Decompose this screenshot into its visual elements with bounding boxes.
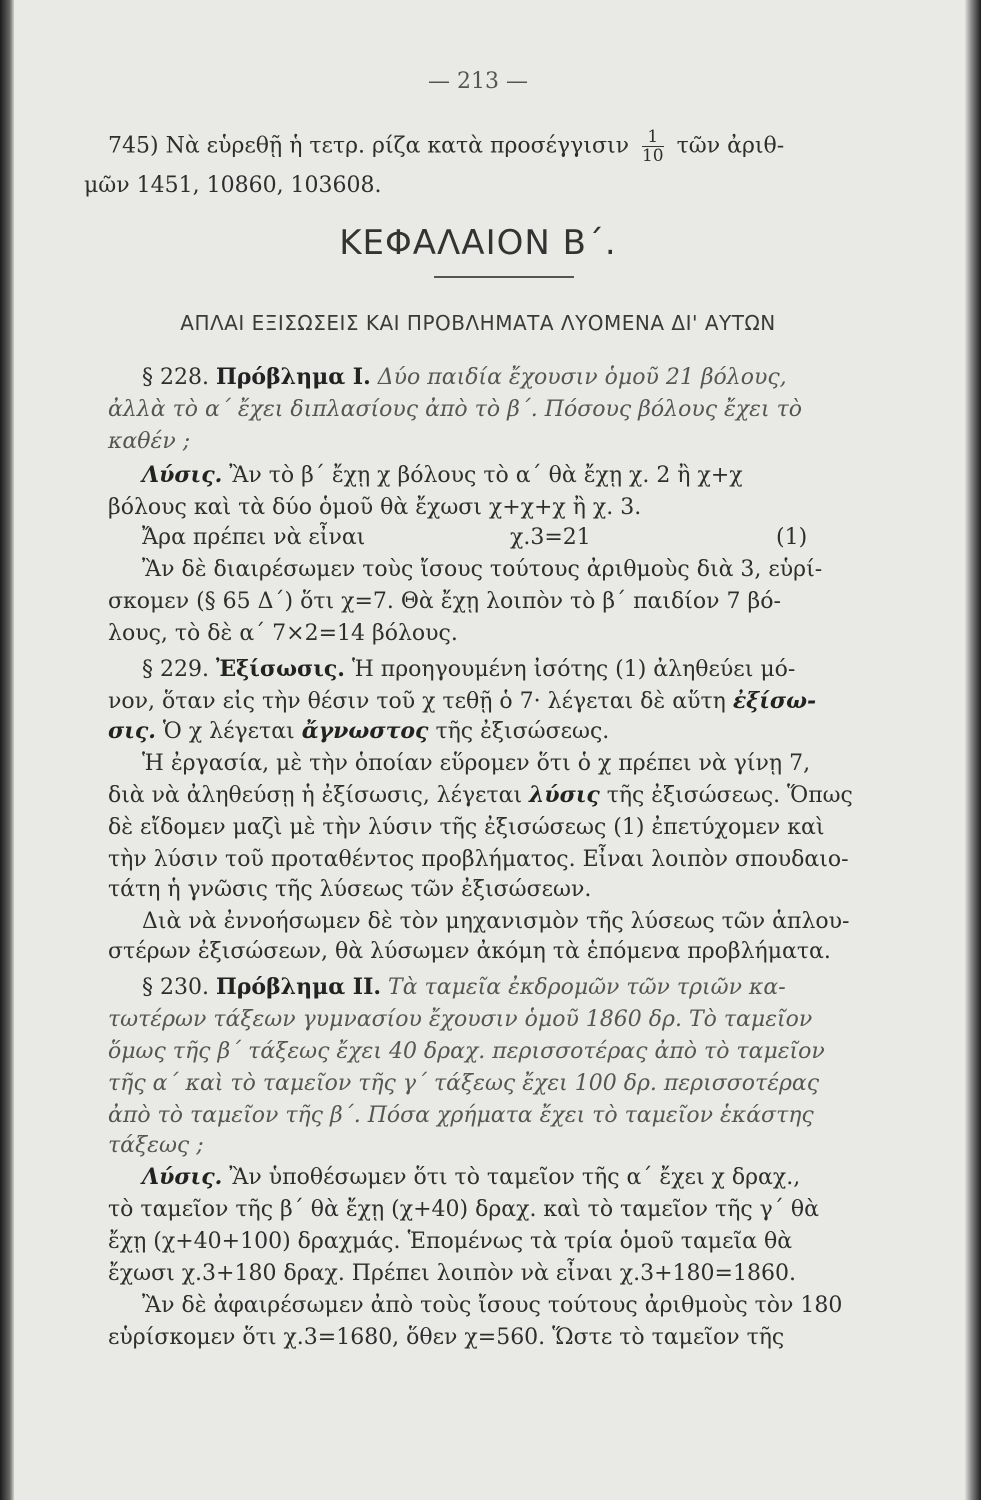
fraction-numerator: 1 — [642, 128, 664, 147]
paragraph-text: νον, ὅταν εἰς τὴν θέσιν τοῦ χ τεθῇ ὁ 7· λέγεται δὲ αὕτη — [108, 689, 726, 714]
section-number: § 230. — [142, 975, 209, 1000]
section-heading: Ἐξίσωσις. — [215, 656, 345, 682]
exercise-text: 745) Νὰ εὑρεθῇ ἡ τετρ. ρίζα κατὰ προσέγγισιν — [108, 133, 629, 159]
s228-equation-line — [142, 522, 365, 553]
problem-text: Τὰ ταμεῖα ἐκδρομῶν τῶν τριῶν κα- — [388, 975, 786, 1000]
s229-line-3 — [108, 716, 609, 747]
problem-text: τάξεως ; — [108, 1133, 204, 1158]
s228-solution-line-1 — [142, 460, 743, 491]
s230-line-2 — [108, 1004, 812, 1035]
paragraph-text: τῆς ἐξισώσεως. Ὅπως — [606, 783, 853, 808]
page-edge-shadow — [965, 0, 981, 1500]
problem-text: τῆς α΄ καὶ τὸ ταμεῖον τῆς γ΄ τάξεως ἔχει 100 δρ. περισσοτέρας — [108, 1071, 820, 1096]
s230-solution-line-1 — [142, 1162, 800, 1193]
chapter-subtitle: ΑΠΛΑΙ ΕΞΙΣΩΣΕΙΣ ΚΑΙ ΠΡΟΒΛΗΜΑΤΑ ΛΥΟΜΕΝΑ ΔΙ' ΑΥΤΩΝ — [180, 311, 776, 335]
s228-solution-line-2: βόλους καὶ τὰ δύο ὁμοῦ θὰ ἔχωσι χ+χ+χ ἢ χ. 3. — [108, 495, 642, 520]
solution-text: Ἂν ὑποθέσωμεν ὅτι τὸ ταμεῖον τῆς α΄ ἔχει χ δραχ., — [229, 1165, 801, 1190]
s228-solution-line-4: Ἂν δὲ διαιρέσωμεν τοὺς ἴσους τούτους ἀριθμοὺς διὰ 3, εὑρί- — [142, 557, 823, 582]
section-heading: Πρόβλημα ΙΙ. — [215, 974, 382, 1000]
term-equation: σις. — [108, 718, 156, 744]
s228-line-2 — [108, 394, 802, 425]
exercise-745-line-2: μῶν 1451, 10860, 103608. — [84, 173, 382, 198]
equation-intro: Ἄρα πρέπει νὰ εἶναι — [142, 525, 366, 550]
s230-line-5 — [108, 1100, 814, 1131]
s229-para-line-3: δὲ εἴδομεν μαζὶ μὲ τὴν λύσιν τῆς ἐξισώσεως (1) ἐπετύχομεν καὶ — [108, 815, 825, 840]
book-spine-shadow — [0, 0, 14, 1500]
s230-heading-line — [142, 972, 786, 1003]
s229-para-line-4: τὴν λύσιν τοῦ προταθέντος προβλήματος. Εἶναι λοιπὸν σπουδαιο- — [108, 847, 849, 872]
s228-solution-line-5: σκομεν (§ 65 Δ΄) ὅτι χ=7. Θὰ ἔχῃ λοιπὸν τὸ β΄ παιδίον 7 βό- — [108, 589, 781, 614]
fraction-one-tenth — [642, 128, 664, 165]
solution-label: Λύσις. — [142, 462, 223, 488]
paragraph-text: Ὁ χ λέγεται — [162, 719, 295, 744]
equation-number: (1) — [776, 525, 808, 550]
s228-heading-line — [142, 362, 787, 393]
s230-solution-line-2: τὸ ταμεῖον τῆς β΄ θὰ ἔχῃ (χ+40) δραχ. καὶ τὸ ταμεῖον τῆς γ΄ θὰ — [108, 1197, 819, 1222]
fraction-denominator: 10 — [641, 146, 664, 166]
s230-line-4 — [108, 1068, 819, 1099]
s230-line-3 — [108, 1036, 825, 1067]
s229-para-line-5: τάτη ἡ γνῶσις τῆς λύσεως τῶν ἐξισώσεων. — [108, 877, 592, 902]
section-number: § 228. — [142, 365, 209, 390]
problem-text: ἀλλὰ τὸ α΄ ἔχει διπλασίους ἀπὸ τὸ β΄. Πόσους βόλους ἔχει τὸ — [108, 397, 802, 422]
section-heading: Πρόβλημα Ι. — [215, 364, 371, 390]
paragraph-text: διὰ νὰ ἀληθεύσῃ ἡ ἐξίσωσις, λέγεται — [108, 783, 523, 808]
problem-text: καθέν ; — [108, 429, 191, 454]
term-solution: λύσις — [529, 782, 600, 808]
section-number: § 229. — [142, 657, 209, 682]
term-unknown: ἄγνωστος — [301, 718, 429, 744]
s228-line-3 — [108, 426, 190, 457]
s228-equation: χ.3=21 — [510, 525, 591, 550]
s230-solution-line-3: ἔχῃ (χ+40+100) δραχμάς. Ἑπομένως τὰ τρία ὁμοῦ ταμεῖα θὰ — [108, 1229, 793, 1254]
problem-text: τωτέρων τάξεων γυμνασίου ἔχουσιν ὁμοῦ 1860 δρ. Τὸ ταμεῖον — [108, 1007, 813, 1032]
s230-solution-line-6: εὑρίσκομεν ὅτι χ.3=1680, ὅθεν χ=560. Ὥστε τὸ ταμεῖον τῆς — [108, 1325, 785, 1350]
chapter-title: ΚΕΦΑΛΑΙΟΝ Β΄. — [339, 223, 617, 263]
s229-para-line-2 — [108, 780, 853, 811]
paragraph-text: τῆς ἐξισώσεως. — [435, 719, 610, 744]
s229-heading-line — [142, 654, 795, 685]
page-number: — 213 — — [428, 69, 528, 94]
s229-para-line-6: Διὰ νὰ ἐννοήσωμεν δὲ τὸν μηχανισμὸν τῆς λύσεως τῶν ἁπλου- — [142, 909, 850, 934]
problem-text: ἀπὸ τὸ ταμεῖον τῆς β΄. Πόσα χρήματα ἔχει τὸ ταμεῖον ἑκάστης — [108, 1103, 814, 1128]
s230-solution-line-5: Ἂν δὲ ἀφαιρέσωμεν ἀπὸ τοὺς ἴσους τούτους ἀριθμοὺς τὸν 180 — [142, 1293, 843, 1318]
solution-label: Λύσις. — [142, 1164, 223, 1190]
s229-para-line-7: στέρων ἐξισώσεων, θὰ λύσωμεν ἀκόμη τὰ ἑπόμενα προβλήματα. — [108, 939, 831, 964]
solution-text: Ἂν τὸ β΄ ἔχῃ χ βόλους τὸ α΄ θὰ ἔχῃ χ. 2 ἢ χ+χ — [229, 463, 743, 488]
paragraph-text: Ἡ προηγουμένη ἰσότης (1) ἀληθεύει μό- — [351, 657, 796, 682]
s228-solution-line-6: λους, τὸ δὲ α΄ 7×2=14 βόλους. — [108, 621, 458, 646]
problem-text: ὅμως τῆς β΄ τάξεως ἔχει 40 δραχ. περισσοτέρας ἀπὸ τὸ ταμεῖον — [108, 1039, 825, 1064]
term-equation: ἐξίσω- — [732, 688, 817, 714]
s230-line-6 — [108, 1130, 204, 1161]
problem-text: Δύο παιδία ἔχουσιν ὁμοῦ 21 βόλους, — [377, 365, 787, 390]
exercise-text: τῶν ἀριθ- — [676, 133, 785, 159]
s230-solution-line-4: ἔχωσι χ.3+180 δραχ. Πρέπει λοιπὸν νὰ εἶναι χ.3+180=1860. — [108, 1261, 796, 1286]
s229-line-2 — [108, 686, 816, 717]
s229-para-line-1: Ἡ ἐργασία, μὲ τὴν ὁποίαν εὕρομεν ὅτι ὁ χ πρέπει νὰ γίνῃ 7, — [142, 751, 811, 776]
title-divider — [434, 276, 574, 278]
exercise-745-line-1 — [108, 128, 784, 165]
